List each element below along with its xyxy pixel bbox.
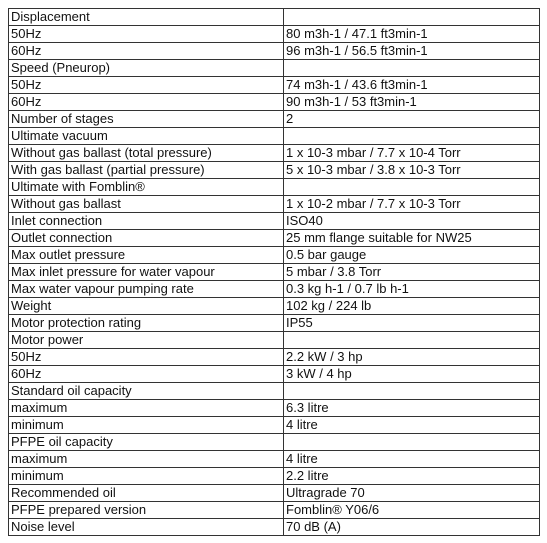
spec-row xyxy=(9,162,540,179)
specifications-table xyxy=(8,8,540,536)
spec-label-cell: 50Hz xyxy=(9,349,284,366)
spec-value-cell: 96 m3h-1 / 56.5 ft3min-1 xyxy=(284,43,540,60)
spec-row xyxy=(9,247,540,264)
spec-value-cell: 2 xyxy=(284,111,540,128)
spec-label-cell: Displacement xyxy=(9,9,284,26)
spec-label-cell: Max water vapour pumping rate xyxy=(9,281,284,298)
spec-label-cell: maximum xyxy=(9,400,284,417)
spec-row xyxy=(9,281,540,298)
spec-value-cell: 1 x 10-2 mbar / 7.7 x 10-3 Torr xyxy=(284,196,540,213)
spec-row xyxy=(9,519,540,536)
spec-row xyxy=(9,383,540,400)
spec-value-cell: 5 mbar / 3.8 Torr xyxy=(284,264,540,281)
spec-row xyxy=(9,60,540,77)
spec-label-cell: PFPE oil capacity xyxy=(9,434,284,451)
spec-label-cell: Max inlet pressure for water vapour xyxy=(9,264,284,281)
spec-row xyxy=(9,145,540,162)
spec-value-cell xyxy=(284,9,540,26)
spec-value-cell: IP55 xyxy=(284,315,540,332)
spec-value-cell: 6.3 litre xyxy=(284,400,540,417)
spec-value-cell: 4 litre xyxy=(284,417,540,434)
spec-label-cell: Ultimate vacuum xyxy=(9,128,284,145)
spec-value-cell: 5 x 10-3 mbar / 3.8 x 10-3 Torr xyxy=(284,162,540,179)
spec-label-cell: With gas ballast (partial pressure) xyxy=(9,162,284,179)
spec-label-cell: Outlet connection xyxy=(9,230,284,247)
spec-label-cell: Number of stages xyxy=(9,111,284,128)
spec-value-cell xyxy=(284,434,540,451)
spec-value-cell: 3 kW / 4 hp xyxy=(284,366,540,383)
spec-label-cell: 60Hz xyxy=(9,94,284,111)
spec-value-cell xyxy=(284,128,540,145)
spec-row xyxy=(9,196,540,213)
spec-value-cell: 1 x 10-3 mbar / 7.7 x 10-4 Torr xyxy=(284,145,540,162)
spec-row xyxy=(9,26,540,43)
spec-label-cell: 50Hz xyxy=(9,26,284,43)
spec-row xyxy=(9,417,540,434)
spec-value-cell: 90 m3h-1 / 53 ft3min-1 xyxy=(284,94,540,111)
spec-row xyxy=(9,77,540,94)
spec-value-cell: 0.3 kg h-1 / 0.7 lb h-1 xyxy=(284,281,540,298)
spec-value-cell: Fomblin® Y06/6 xyxy=(284,502,540,519)
spec-value-cell: 4 litre xyxy=(284,451,540,468)
spec-row xyxy=(9,128,540,145)
spec-row xyxy=(9,179,540,196)
spec-row xyxy=(9,485,540,502)
spec-label-cell: Max outlet pressure xyxy=(9,247,284,264)
spec-row xyxy=(9,468,540,485)
spec-value-cell xyxy=(284,383,540,400)
spec-label-cell: Motor protection rating xyxy=(9,315,284,332)
spec-label-cell: Ultimate with Fomblin® xyxy=(9,179,284,196)
spec-value-cell: 25 mm flange suitable for NW25 xyxy=(284,230,540,247)
spec-label-cell: Inlet connection xyxy=(9,213,284,230)
spec-value-cell xyxy=(284,179,540,196)
spec-row xyxy=(9,332,540,349)
spec-label-cell: Without gas ballast xyxy=(9,196,284,213)
spec-value-cell: 102 kg / 224 lb xyxy=(284,298,540,315)
spec-label-cell: minimum xyxy=(9,417,284,434)
spec-label-cell: Speed (Pneurop) xyxy=(9,60,284,77)
spec-row xyxy=(9,349,540,366)
spec-value-cell: 2.2 litre xyxy=(284,468,540,485)
spec-row xyxy=(9,451,540,468)
spec-label-cell: Standard oil capacity xyxy=(9,383,284,400)
spec-value-cell: 0.5 bar gauge xyxy=(284,247,540,264)
spec-label-cell: Recommended oil xyxy=(9,485,284,502)
spec-row xyxy=(9,315,540,332)
spec-row xyxy=(9,111,540,128)
spec-value-cell: 70 dB (A) xyxy=(284,519,540,536)
spec-label-cell: PFPE prepared version xyxy=(9,502,284,519)
spec-row xyxy=(9,400,540,417)
spec-row xyxy=(9,9,540,26)
spec-row xyxy=(9,43,540,60)
spec-value-cell xyxy=(284,60,540,77)
spec-row xyxy=(9,502,540,519)
spec-value-cell: ISO40 xyxy=(284,213,540,230)
spec-row xyxy=(9,264,540,281)
spec-label-cell: maximum xyxy=(9,451,284,468)
spec-row xyxy=(9,366,540,383)
spec-row xyxy=(9,298,540,315)
spec-value-cell: 74 m3h-1 / 43.6 ft3min-1 xyxy=(284,77,540,94)
spec-label-cell: Motor power xyxy=(9,332,284,349)
specifications-table-body xyxy=(9,9,540,536)
spec-row xyxy=(9,434,540,451)
spec-label-cell: Weight xyxy=(9,298,284,315)
spec-value-cell: 2.2 kW / 3 hp xyxy=(284,349,540,366)
spec-value-cell: Ultragrade 70 xyxy=(284,485,540,502)
spec-label-cell: minimum xyxy=(9,468,284,485)
spec-label-cell: Noise level xyxy=(9,519,284,536)
spec-label-cell: 50Hz xyxy=(9,77,284,94)
spec-row xyxy=(9,94,540,111)
spec-row xyxy=(9,213,540,230)
spec-value-cell xyxy=(284,332,540,349)
spec-label-cell: Without gas ballast (total pressure) xyxy=(9,145,284,162)
spec-label-cell: 60Hz xyxy=(9,366,284,383)
spec-value-cell: 80 m3h-1 / 47.1 ft3min-1 xyxy=(284,26,540,43)
spec-label-cell: 60Hz xyxy=(9,43,284,60)
spec-row xyxy=(9,230,540,247)
